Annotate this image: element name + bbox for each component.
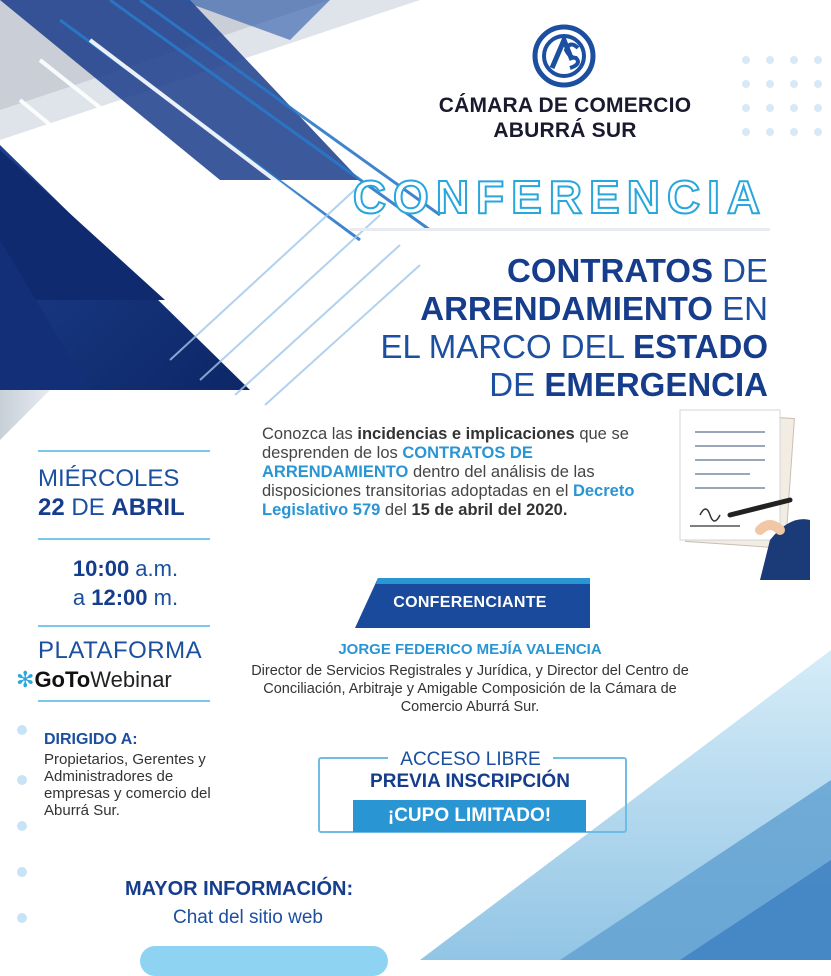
event-date-number: 22: [38, 494, 65, 521]
desc-bold-1: incidencias e implicaciones: [357, 425, 575, 443]
title-word-de: DE: [712, 252, 768, 289]
more-info-text: Chat del sitio web: [173, 907, 323, 928]
time-start-suffix: a.m.: [129, 556, 179, 581]
desc-text-4: del: [380, 501, 412, 519]
org-name: [400, 93, 730, 143]
event-description: [262, 425, 657, 520]
brand-goto: GoTo: [34, 667, 91, 692]
org-name-line1: CÁMARA DE COMERCIO: [438, 94, 692, 117]
limited-spots-badge: ¡CUPO LIMITADO!: [353, 800, 586, 832]
desc-bold-2: CONTRATOS DE ARRENDAMIENTO: [262, 444, 533, 481]
desc-bold-3: Decreto Legislativo 579: [262, 482, 635, 519]
access-free: ACCESO LIBRE: [388, 749, 553, 771]
desc-text-3: dentro del análisis de las disposiciones transitorias adoptadas en el: [262, 463, 595, 500]
time-start: 10:00: [72, 556, 130, 581]
more-info-heading: MAYOR INFORMACIÓN:: [125, 878, 354, 900]
speaker-role: Director de Servicios Registrales y Jurídica, y Director del Centro de Conciliación, Arbitraje y Amigable Composición de la Cámara de Comercio Aburrá Sur.: [251, 663, 689, 715]
desc-text-1: Conozca las: [262, 425, 358, 443]
event-day: MIÉRCOLES: [38, 465, 180, 492]
gotowebinar-logo: [16, 667, 172, 693]
event-date-month: ABRIL: [111, 494, 185, 521]
time-end-suffix: m.: [147, 585, 179, 610]
platform-label: PLATAFORMA: [38, 637, 203, 664]
contract-document-icon: [680, 410, 810, 580]
title-word-en: EN: [712, 290, 768, 327]
event-title: [300, 252, 768, 404]
divider-top: [38, 450, 210, 452]
time-end: 12:00: [91, 585, 148, 610]
desc-text-2: que se desprenden de los: [262, 425, 629, 462]
event-date-de: DE: [64, 494, 112, 521]
title-de: DE: [489, 366, 545, 403]
event-date: [38, 464, 213, 522]
brand-webinar: Webinar: [90, 667, 172, 692]
title-word-arrendamiento: ARRENDAMIENTO: [420, 290, 713, 327]
conference-kicker: CONFERENCIA: [352, 171, 768, 223]
title-word-estado: ESTADO: [632, 328, 768, 365]
bottom-pill: [140, 946, 388, 976]
speaker-badge-label: CONFERENCIANTE: [393, 594, 547, 611]
title-word-contratos: CONTRATOS: [507, 252, 713, 289]
svg-text:AS: AS: [564, 88, 566, 89]
audience-heading: DIRIGIDO A:: [44, 731, 138, 748]
gotowebinar-flower-icon: ✻: [16, 667, 35, 692]
time-a: a: [72, 585, 92, 610]
event-time: [38, 554, 213, 612]
divider-mid: [38, 538, 210, 540]
speaker-name: JORGE FEDERICO MEJÍA VALENCIA: [338, 641, 602, 658]
title-marco: EL MARCO DEL: [380, 328, 633, 365]
divider-platform: [38, 700, 210, 702]
divider-bottom: [38, 625, 210, 627]
org-name-line2: ABURRÁ SUR: [493, 119, 637, 142]
desc-bold-4: 15 de abril del 2020.: [411, 501, 568, 519]
title-word-emergencia: EMERGENCIA: [544, 366, 768, 403]
access-registration: PREVIA INSCRIPCIÓN: [370, 771, 570, 792]
audience-text: Propietarios, Gerentes y Administradores de empresas y comercio del Aburrá Sur.: [44, 751, 211, 819]
chamber-logo-icon: [532, 24, 596, 88]
